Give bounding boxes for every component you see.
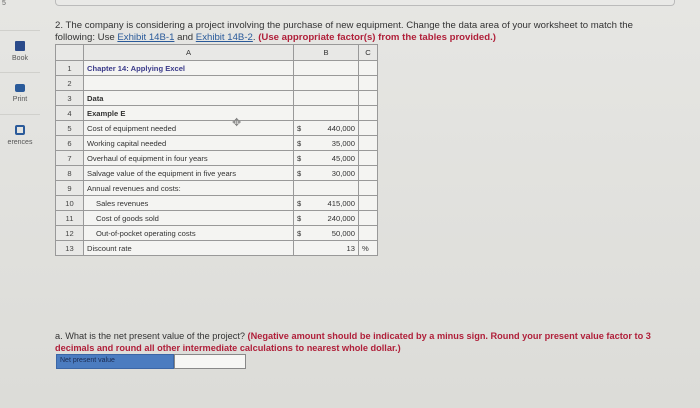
row-number: 5 <box>56 121 84 136</box>
cell-b-value: 13 <box>346 243 355 253</box>
row-number: 6 <box>56 136 84 151</box>
cell-a[interactable]: Cost of equipment needed <box>84 121 294 136</box>
cell-b-value: 440,000 <box>327 123 355 133</box>
cell-a[interactable]: Cost of goods sold <box>84 211 294 226</box>
row-number: 4 <box>56 106 84 121</box>
sheet-row <box>56 61 378 76</box>
cell-b-value: 415,000 <box>327 198 355 208</box>
npv-input[interactable] <box>174 354 246 369</box>
sidebar-item-label: Book <box>12 55 28 62</box>
cell-b[interactable] <box>294 211 359 226</box>
currency-symbol: $ <box>297 123 302 133</box>
cell-b-value: 45,000 <box>331 153 355 163</box>
cell-b[interactable] <box>294 76 359 91</box>
spreadsheet <box>55 44 378 256</box>
cell-c[interactable] <box>359 121 378 136</box>
sheet-row <box>56 196 378 211</box>
cell-b[interactable] <box>294 136 359 151</box>
row-number: 13 <box>56 241 84 256</box>
cell-a[interactable]: Overhaul of equipment in four years <box>84 151 294 166</box>
question-body: 2. The company is considering a project involving the purchase of new equipment. Change the data area of your worksheet to match the following: Use <box>55 20 633 43</box>
exhibit-14b-2-link[interactable]: Exhibit 14B-2 <box>195 32 253 43</box>
corner-label: 5 <box>2 0 6 7</box>
cell-c[interactable]: % <box>359 241 378 256</box>
cell-b[interactable] <box>294 181 359 196</box>
question-text <box>55 20 675 44</box>
cell-b-value: 30,000 <box>331 168 355 178</box>
cell-b[interactable] <box>294 91 359 106</box>
cell-a[interactable]: Salvage value of the equipment in five years <box>84 166 294 181</box>
row-number: 10 <box>56 196 84 211</box>
row-number: 9 <box>56 181 84 196</box>
row-number: 12 <box>56 226 84 241</box>
cell-b[interactable] <box>294 166 359 181</box>
cell-a[interactable]: Example E <box>84 106 294 121</box>
cell-b[interactable] <box>294 241 359 256</box>
cell-c[interactable] <box>359 76 378 91</box>
cell-b[interactable] <box>294 151 359 166</box>
cell-a[interactable]: Data <box>84 91 294 106</box>
question-instruction: (Use appropriate factor(s) from the tables provided.) <box>258 32 496 43</box>
cell-a[interactable]: Annual revenues and costs: <box>84 181 294 196</box>
cell-c[interactable] <box>359 61 378 76</box>
currency-symbol: $ <box>297 213 302 223</box>
cell-a[interactable]: Working capital needed <box>84 136 294 151</box>
currency-symbol: $ <box>297 168 302 178</box>
cell-b-value: 240,000 <box>327 213 355 223</box>
sheet-row <box>56 76 378 91</box>
corner-cell <box>56 45 84 61</box>
book-icon <box>15 41 25 51</box>
part-a-question <box>55 330 675 354</box>
cell-c[interactable] <box>359 136 378 151</box>
row-number: 7 <box>56 151 84 166</box>
currency-symbol: $ <box>297 138 302 148</box>
row-number: 1 <box>56 61 84 76</box>
top-bar <box>55 0 675 6</box>
cell-b-value: 50,000 <box>331 228 355 238</box>
exhibit-14b-1-link[interactable]: Exhibit 14B-1 <box>117 32 175 43</box>
sheet-row <box>56 91 378 106</box>
cell-b[interactable] <box>294 61 359 76</box>
sheet-row <box>56 121 378 136</box>
cell-a[interactable]: Chapter 14: Applying Excel <box>84 61 294 76</box>
sheet-row <box>56 151 378 166</box>
row-number: 8 <box>56 166 84 181</box>
cell-c[interactable] <box>359 181 378 196</box>
cell-c[interactable] <box>359 211 378 226</box>
sidebar-item-references[interactable] <box>0 114 40 156</box>
column-header-b: B <box>294 45 359 61</box>
cell-a[interactable]: Discount rate <box>84 241 294 256</box>
cell-a[interactable] <box>84 76 294 91</box>
sidebar-item-book[interactable] <box>0 30 40 72</box>
column-header-row <box>56 45 378 61</box>
currency-symbol: $ <box>297 228 302 238</box>
sheet-row <box>56 166 378 181</box>
cell-c[interactable] <box>359 151 378 166</box>
sheet-row <box>56 106 378 121</box>
period: . <box>252 32 259 43</box>
print-icon <box>15 84 25 92</box>
sheet-row <box>56 241 378 256</box>
cell-c[interactable] <box>359 91 378 106</box>
row-number: 11 <box>56 211 84 226</box>
sidebar-item-print[interactable] <box>0 72 40 114</box>
column-header-c: C <box>359 45 378 61</box>
currency-symbol: $ <box>297 153 302 163</box>
cell-a[interactable]: Sales revenues <box>84 196 294 211</box>
currency-symbol: $ <box>297 198 302 208</box>
sheet-row <box>56 181 378 196</box>
cell-b-value: 35,000 <box>331 138 355 148</box>
column-header-a: A <box>84 45 294 61</box>
sheet-row <box>56 211 378 226</box>
references-icon <box>15 125 25 135</box>
cell-b[interactable] <box>294 121 359 136</box>
npv-label: Net present value <box>56 354 174 369</box>
row-number: 3 <box>56 91 84 106</box>
cell-b[interactable] <box>294 196 359 211</box>
part-a-text: a. What is the net present value of the project? <box>55 331 248 341</box>
row-number: 2 <box>56 76 84 91</box>
cell-c[interactable] <box>359 196 378 211</box>
move-cursor-icon: ✥ <box>232 117 242 129</box>
cell-c[interactable] <box>359 226 378 241</box>
cell-b[interactable] <box>294 106 359 121</box>
sidebar-item-label: Print <box>12 96 28 103</box>
sidebar <box>0 30 40 156</box>
cell-a[interactable]: Out-of-pocket operating costs <box>84 226 294 241</box>
npv-answer-row <box>56 354 246 369</box>
cell-b[interactable] <box>294 226 359 241</box>
sheet-row <box>56 136 378 151</box>
cell-c[interactable] <box>359 166 378 181</box>
cell-c[interactable] <box>359 106 378 121</box>
part-a-instruction: (Negative amount should be indicated by a minus sign. Round your present value factor to 3 decimals and round all other intermediate calculations to nearest whole dollar.) <box>55 331 651 353</box>
sidebar-item-label: erences <box>7 139 33 146</box>
sheet-row <box>56 226 378 241</box>
and-text: and <box>174 32 196 43</box>
